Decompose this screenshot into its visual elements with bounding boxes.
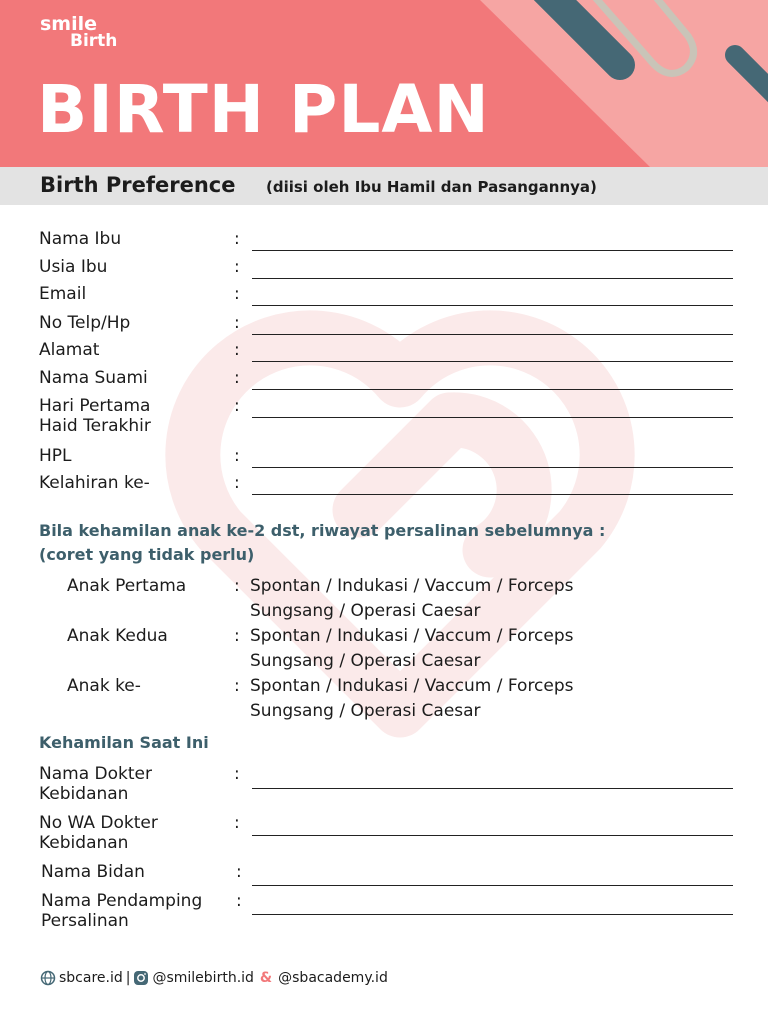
field-label: Nama Dokter Kebidanan [39,764,152,804]
field-input-line[interactable] [252,835,733,836]
history-options-line-1[interactable]: Spontan / Indukasi / Vaccum / Forceps [250,576,574,596]
section-title: Birth Preference [40,173,236,197]
form-field [0,396,768,436]
field-colon: : [234,229,240,249]
field-input-line[interactable] [252,914,733,915]
field-colon: : [234,257,240,277]
history-options[interactable] [250,624,574,673]
brand-logo [40,13,118,51]
form-field [0,446,768,472]
history-options-line-1[interactable]: Spontan / Indukasi / Vaccum / Forceps [250,676,574,696]
field-label: No Telp/Hp [39,313,131,333]
form-field [0,891,768,931]
history-label: Anak Kedua [67,626,168,646]
form-field [0,340,768,366]
instagram-icon [133,970,149,986]
current-pregnancy-title: Kehamilan Saat Ini [39,733,209,752]
history-options[interactable] [250,674,574,723]
footer-instagram-1: @smilebirth.id [152,970,254,986]
field-colon: : [236,862,242,882]
field-label: Alamat [39,340,100,360]
history-options-line-2[interactable]: Sungsang / Operasi Caesar [250,650,481,671]
history-title [39,519,605,567]
history-label: Anak ke- [67,676,141,696]
form-field [0,473,768,499]
field-colon: : [234,313,240,333]
field-input-line[interactable] [252,250,733,251]
field-label: Nama Ibu [39,229,122,249]
history-options-line-1[interactable]: Spontan / Indukasi / Vaccum / Forceps [250,626,574,646]
field-colon: : [234,368,240,388]
field-colon: : [236,891,242,911]
form-field [0,813,768,853]
brand-line-2: Birth [70,31,118,51]
field-colon: : [234,764,240,784]
history-options[interactable] [250,574,574,623]
form-field [0,313,768,339]
field-input-line[interactable] [252,389,733,390]
section-bar [0,167,768,205]
field-input-line[interactable] [252,305,733,306]
section-subtitle: (diisi oleh Ibu Hamil dan Pasangannya) [266,178,597,196]
field-label: Kelahiran ke- [39,473,150,493]
history-colon: : [234,676,240,696]
field-label: Hari Pertama Haid Terakhir [39,396,151,436]
field-label: Nama Bidan [41,862,145,882]
field-input-line[interactable] [252,885,733,886]
form-field [0,862,768,888]
form-field [0,257,768,283]
field-input-line[interactable] [252,417,733,418]
footer [40,970,388,986]
field-input-line[interactable] [252,361,733,362]
globe-icon [40,970,56,986]
history-title-line-1: Bila kehamilan anak ke-2 dst, riwayat persalinan sebelumnya : [39,521,606,540]
footer-ampersand: & [259,970,273,986]
history-title-line-2: (coret yang tidak perlu) [39,545,255,564]
field-input-line[interactable] [252,788,733,789]
page-title: BIRTH PLAN [37,71,490,148]
field-label: HPL [39,446,72,466]
field-colon: : [234,446,240,466]
field-colon: : [234,813,240,833]
history-options-line-2[interactable]: Sungsang / Operasi Caesar [250,600,481,621]
field-input-line[interactable] [252,278,733,279]
field-input-line[interactable] [252,494,733,495]
form-field [0,764,768,804]
field-label: Usia Ibu [39,257,108,277]
field-input-line[interactable] [252,334,733,335]
field-label: No WA Dokter Kebidanan [39,813,158,853]
form-field [0,368,768,394]
history-options-line-2[interactable]: Sungsang / Operasi Caesar [250,700,481,721]
header-banner [0,0,768,167]
field-label: Nama Suami [39,368,148,388]
field-colon: : [234,473,240,493]
history-colon: : [234,626,240,646]
footer-website: sbcare.id [59,970,123,986]
field-label: Email [39,284,87,304]
field-input-line[interactable] [252,467,733,468]
field-colon: : [234,340,240,360]
form-field [0,229,768,255]
footer-divider: | [125,970,131,986]
footer-instagram-2: @sbacademy.id [278,970,388,986]
field-colon: : [234,284,240,304]
history-colon: : [234,576,240,596]
form-field [0,284,768,310]
history-label: Anak Pertama [67,576,187,596]
field-label: Nama Pendamping Persalinan [41,891,203,931]
field-colon: : [234,396,240,416]
brand-line-1: smile [40,13,98,35]
